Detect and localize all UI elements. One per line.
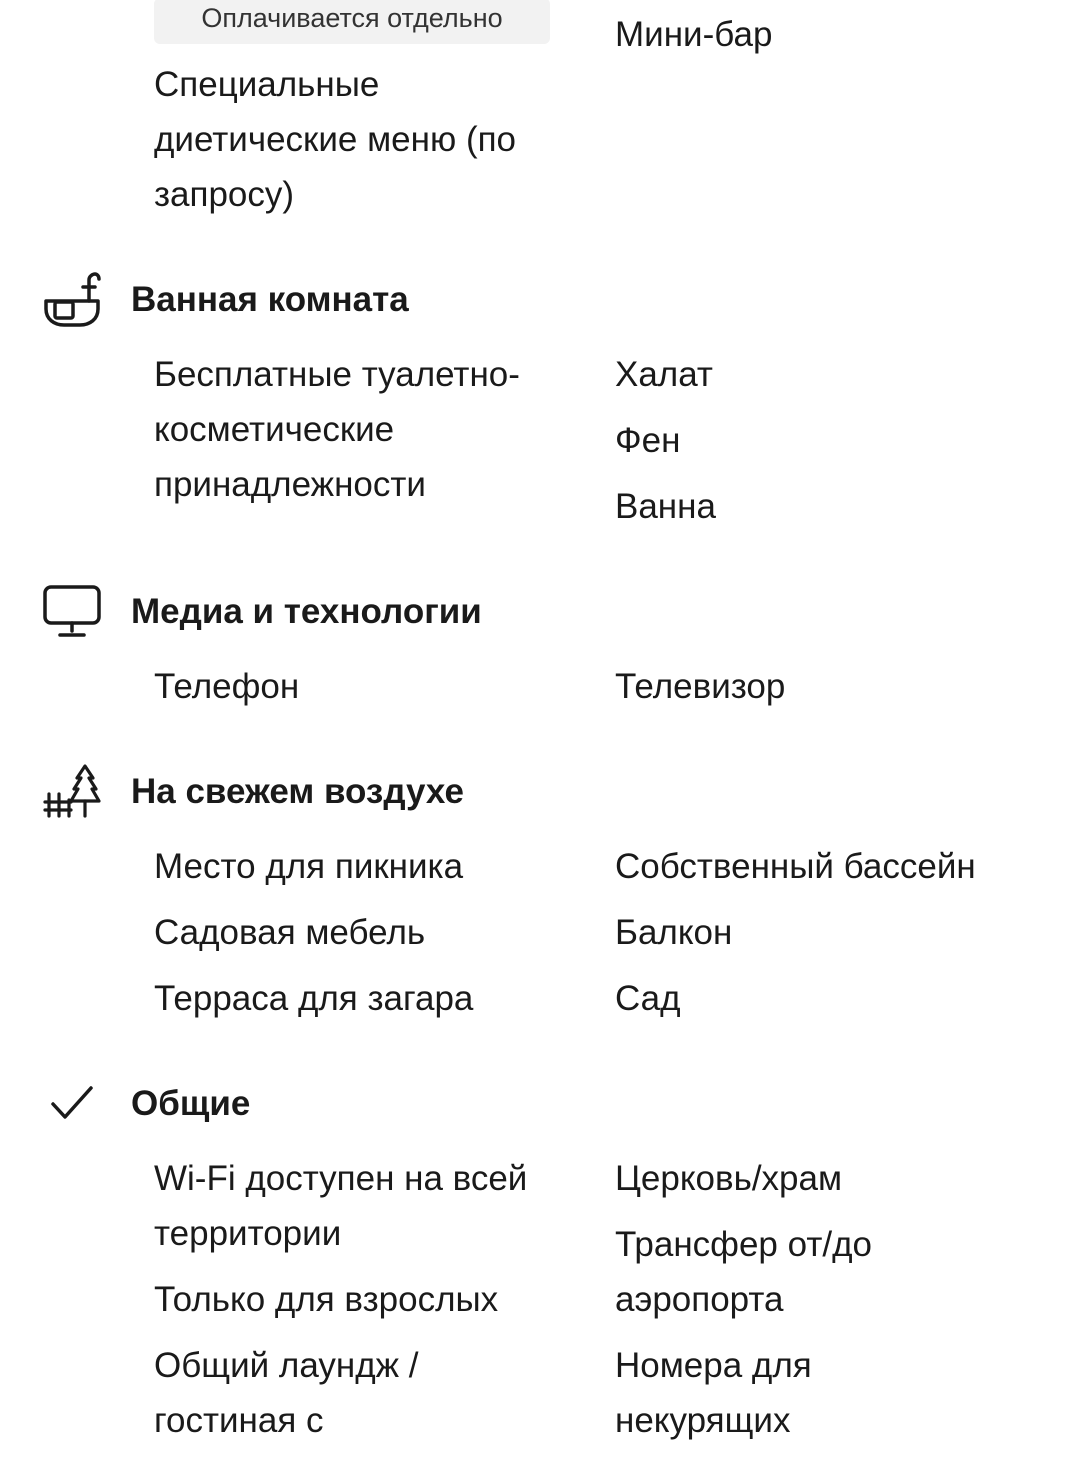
amenity-wifi-line1: Wi-Fi доступен на всей [154,1159,528,1198]
amenity-hairdryer: Фен [615,421,681,460]
section-title-general: Общие [131,1084,251,1123]
monitor-icon [43,585,101,639]
amenity-picnic-area: Место для пикника [154,847,464,886]
amenity-private-pool: Собственный бассейн [615,847,976,886]
amenity-toiletries-line2: косметические [154,410,395,449]
amenity-nonsmoking-line2: некурящих [615,1401,791,1440]
amenity-diet-menu-line3: запросу) [154,175,295,214]
bathtub-icon [43,271,101,329]
amenity-church: Церковь/храм [615,1159,843,1198]
amenity-diet-menu-line1: Специальные [154,65,380,104]
amenity-toiletries-line1: Бесплатные туалетно- [154,355,520,394]
amenity-robe: Халат [615,355,713,394]
amenity-wifi-line2: территории [154,1214,342,1253]
amenity-sun-terrace: Терраса для загара [154,979,474,1018]
amenity-tv: Телевизор [615,667,786,706]
section-title-media: Медиа и технологии [131,592,482,631]
amenity-balcony: Балкон [615,913,733,952]
amenity-toiletries-line3: принадлежности [154,465,426,504]
amenity-phone: Телефон [154,667,300,706]
section-title-bathroom: Ванная комната [131,280,409,319]
amenity-nonsmoking-line1: Номера для [615,1346,812,1385]
amenity-bathtub: Ванна [615,487,716,526]
section-title-outdoors: На свежем воздухе [131,772,464,811]
amenity-garden-furniture: Садовая мебель [154,913,426,952]
amenity-lounge-line2: гостиная с [154,1401,324,1440]
paid-separately-badge: Оплачивается отдельно [154,0,550,44]
amenity-airport-transfer-line1: Трансфер от/до [615,1225,872,1264]
amenity-adults-only: Только для взрослых [154,1280,499,1319]
amenity-diet-menu-line2: диетические меню (по [154,120,517,159]
tree-fence-icon [43,764,103,820]
amenity-minibar: Мини-бар [615,15,773,54]
amenity-garden: Сад [615,979,681,1018]
amenity-airport-transfer-line2: аэропорта [615,1280,784,1319]
amenity-lounge-line1: Общий лаундж / [154,1346,419,1385]
checkmark-icon [50,1085,94,1121]
